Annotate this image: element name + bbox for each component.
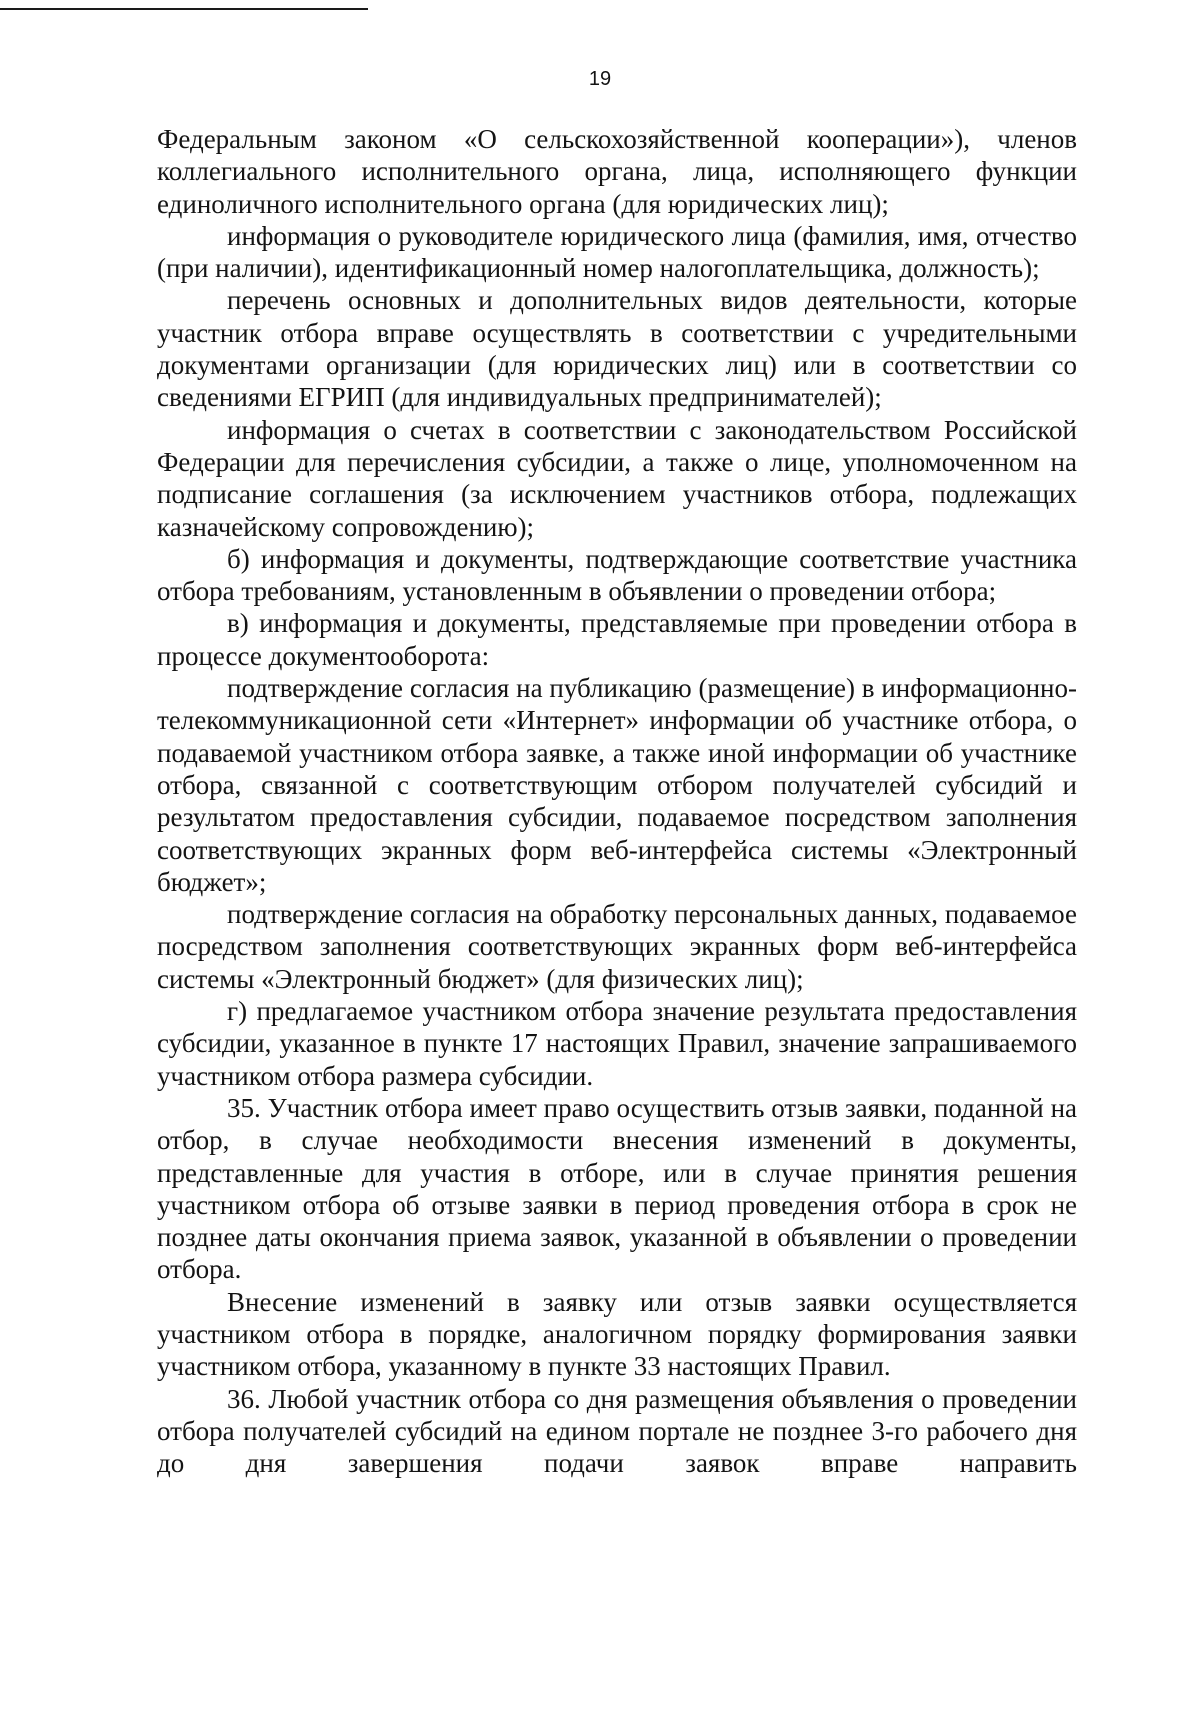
paragraph-item-b: б) информация и документы, подтверждающие соответствие участника отбора требованиям, установленным в объявлении о проведении отбора; (157, 543, 1077, 607)
paragraph-accounts: информация о счетах в соответствии с законодательством Российской Федерации для перечисления субсидии, а также о лице, уполномоченном на подписание соглашения (за исключением участников отбора, подлежащих казначейскому сопровождению); (157, 414, 1077, 542)
document-body (157, 123, 1077, 1479)
page-number: 19 (588, 68, 612, 90)
top-rule (0, 8, 368, 10)
paragraph-personal-data-consent: подтверждение согласия на обработку персональных данных, подаваемое посредством заполнения соответствующих экранных форм веб-интерфейса системы «Электронный бюджет» (для физических лиц); (157, 899, 1077, 994)
paragraph-clause-36: 36. Любой участник отбора со дня размещения объявления о проведении отбора получателей субсидий на едином портале не позднее 3-го рабочего дня до дня завершения подачи заявок вправе направить (157, 1383, 1077, 1479)
paragraph-clause-35: 35. Участник отбора имеет право осуществить отзыв заявки, поданной на отбор, в случае необходимости внесения изменений в документы, представленные для участия в отборе, или в случае принятия решения участником отбора об отзыве заявки в период проведения отбора в срок не позднее даты окончания приема заявок, указанной в объявлении о проведении отбора. (157, 1092, 1077, 1285)
paragraph-head-info: информация о руководителе юридического лица (фамилия, имя, отчество (при наличии), идентификационный номер налогоплательщика, должность); (157, 220, 1077, 284)
paragraph-activities: перечень основных и дополнительных видов деятельности, которые участник отбора вправе осуществлять в соответствии с учредительными документами организации (для юридических лиц) или в соответствии со сведениями ЕГРИП (для индивидуальных предпринимателей); (157, 285, 1077, 413)
paragraph-publication-consent: подтверждение согласия на публикацию (размещение) в информационно-телекоммуникационной сети «Интернет» информации об участнике отбора, о подаваемой участником отбора заявке, а также иной информации об участнике отбора, связанной с соответствующим отбором получателей субсидий и результатом предоставления субсидии, подаваемое посредством заполнения соответствующих экранных форм веб-интерфейса системы «Электронный бюджет»; (157, 673, 1077, 897)
paragraph-amendment: Внесение изменений в заявку или отзыв заявки осуществляется участником отбора в порядке, аналогичном порядку формирования заявки участником отбора, указанному в пункте 33 настоящих Правил. (157, 1286, 1077, 1382)
paragraph-continuation: Федеральным законом «О сельскохозяйственной кооперации»), членов коллегиального исполнительного органа, лица, исполняющего функции единоличного исполнительного органа (для юридических лиц); (157, 124, 1077, 219)
paragraph-item-g: г) предлагаемое участником отбора значение результата предоставления субсидии, указанное в пункте 17 настоящих Правил, значение запрашиваемого участником отбора размера субсидии. (157, 996, 1077, 1091)
paragraph-item-v: в) информация и документы, представляемые при проведении отбора в процессе документооборота: (157, 608, 1077, 671)
